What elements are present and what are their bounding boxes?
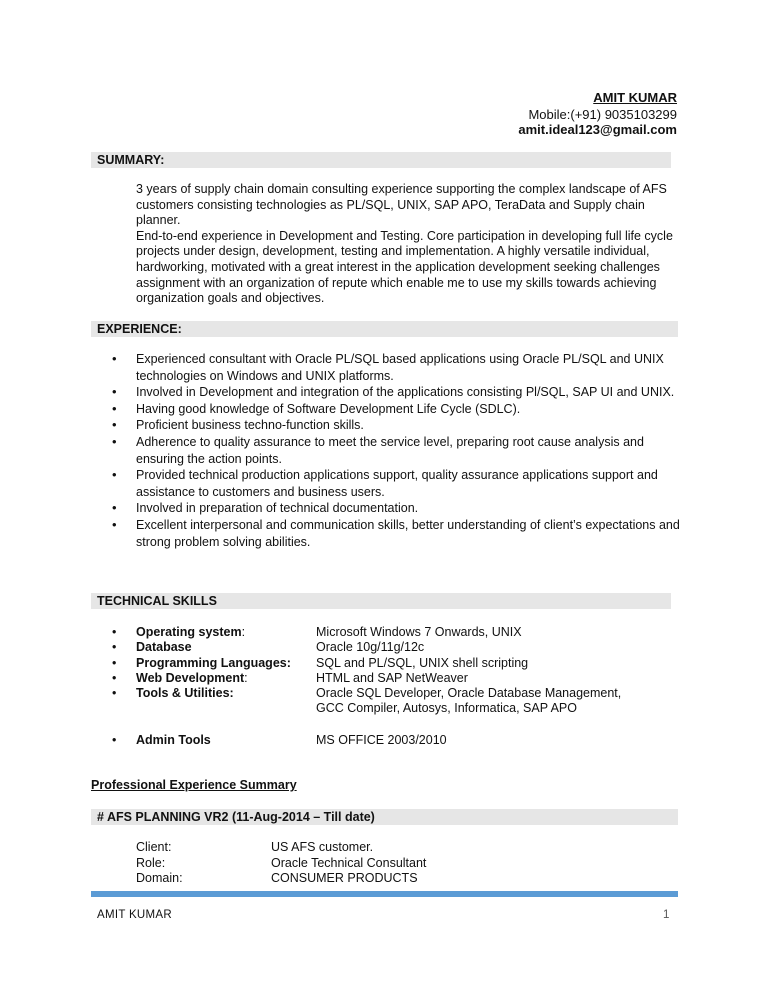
skill-label: Web Development:: [136, 671, 248, 685]
skill-value: SQL and PL/SQL, UNIX shell scripting: [316, 656, 529, 670]
bullet-icon: •: [112, 671, 117, 685]
summary-section-title: SUMMARY:: [91, 152, 671, 168]
skill-label: Programming Languages:: [136, 656, 291, 670]
field-value: US AFS customer.: [271, 840, 374, 854]
technical-skills-section-title: TECHNICAL SKILLS: [91, 593, 671, 609]
experience-section-title: EXPERIENCE:: [91, 321, 678, 337]
skill-value: Microsoft Windows 7 Onwards, UNIX: [316, 625, 522, 639]
skill-label: Admin Tools: [136, 733, 211, 747]
skill-value: HTML and SAP NetWeaver: [316, 671, 468, 685]
project-title-bar: # AFS PLANNING VR2 (11-Aug-2014 – Till date): [91, 809, 678, 825]
bullet-icon: •: [112, 686, 117, 700]
field-value: CONSUMER PRODUCTS: [271, 871, 418, 885]
field-key: Client:: [136, 840, 172, 854]
skill-value: MS OFFICE 2003/2010: [316, 733, 447, 747]
bullet-icon: •: [112, 640, 117, 654]
bullet-icon: •: [112, 625, 117, 639]
experience-item: • Involved in preparation of technical documentation.: [112, 500, 682, 517]
field-value: Oracle Technical Consultant: [271, 856, 427, 870]
experience-item: • Provided technical production applications support, quality assurance applications support and assistance to customers and business users.: [112, 467, 682, 500]
summary-text: [136, 182, 681, 307]
footer-name: AMIT KUMAR: [97, 909, 172, 921]
candidate-name: AMIT KUMAR: [593, 90, 677, 105]
experience-item: • Having good knowledge of Software Development Life Cycle (SDLC).: [112, 401, 682, 418]
skill-label: Operating system:: [136, 625, 246, 639]
field-key: Role:: [136, 856, 166, 870]
experience-item: • Adherence to quality assurance to meet the service level, preparing root cause analysis and ensuring the action points.: [112, 434, 682, 467]
mobile-number: Mobile:(+91) 9035103299: [528, 107, 677, 122]
field-key: Domain:: [136, 871, 183, 885]
footer-divider: [91, 891, 678, 897]
summary-paragraph: End-to-end experience in Development and Testing. Core participation in developing full life cycle projects under design, development, testing and implementation. A highly versatile individual, hardworking, motivated with a great interest in the application development seeking challenges assignment with an organization of repute which enable me to use my skills towards achieving organization goals and objectives.: [136, 228, 673, 306]
experience-item: • Excellent interpersonal and communication skills, better understanding of client’s expectations and strong problem solving abilities.: [112, 517, 682, 550]
experience-item: • Involved in Development and integration of the applications consisting Pl/SQL, SAP UI and UNIX.: [112, 384, 682, 401]
professional-experience-heading: Professional Experience Summary: [91, 778, 297, 792]
skill-value: Oracle SQL Developer, Oracle Database Management, GCC Compiler, Autosys, Informatica, SAP APO: [316, 686, 622, 716]
email-address[interactable]: amit.ideal123@gmail.com: [518, 122, 677, 137]
page-number: 1: [663, 909, 670, 921]
summary-paragraph: 3 years of supply chain domain consulting experience supporting the complex landscape of AFS customers consisting technologies as PL/SQL, UNIX, SAP APO, TeraData and Supply chain planner.: [136, 182, 667, 228]
experience-item: • Proficient business techno-function skills.: [112, 417, 682, 434]
skill-label: Database: [136, 640, 192, 654]
bullet-icon: •: [112, 733, 117, 747]
experience-item: • Experienced consultant with Oracle PL/SQL based applications using Oracle PL/SQL and UNIX technologies on Windows and UNIX platforms.: [112, 351, 682, 384]
skill-label: Tools & Utilities:: [136, 686, 234, 700]
bullet-icon: •: [112, 656, 117, 670]
skill-value: Oracle 10g/11g/12c: [316, 640, 425, 654]
